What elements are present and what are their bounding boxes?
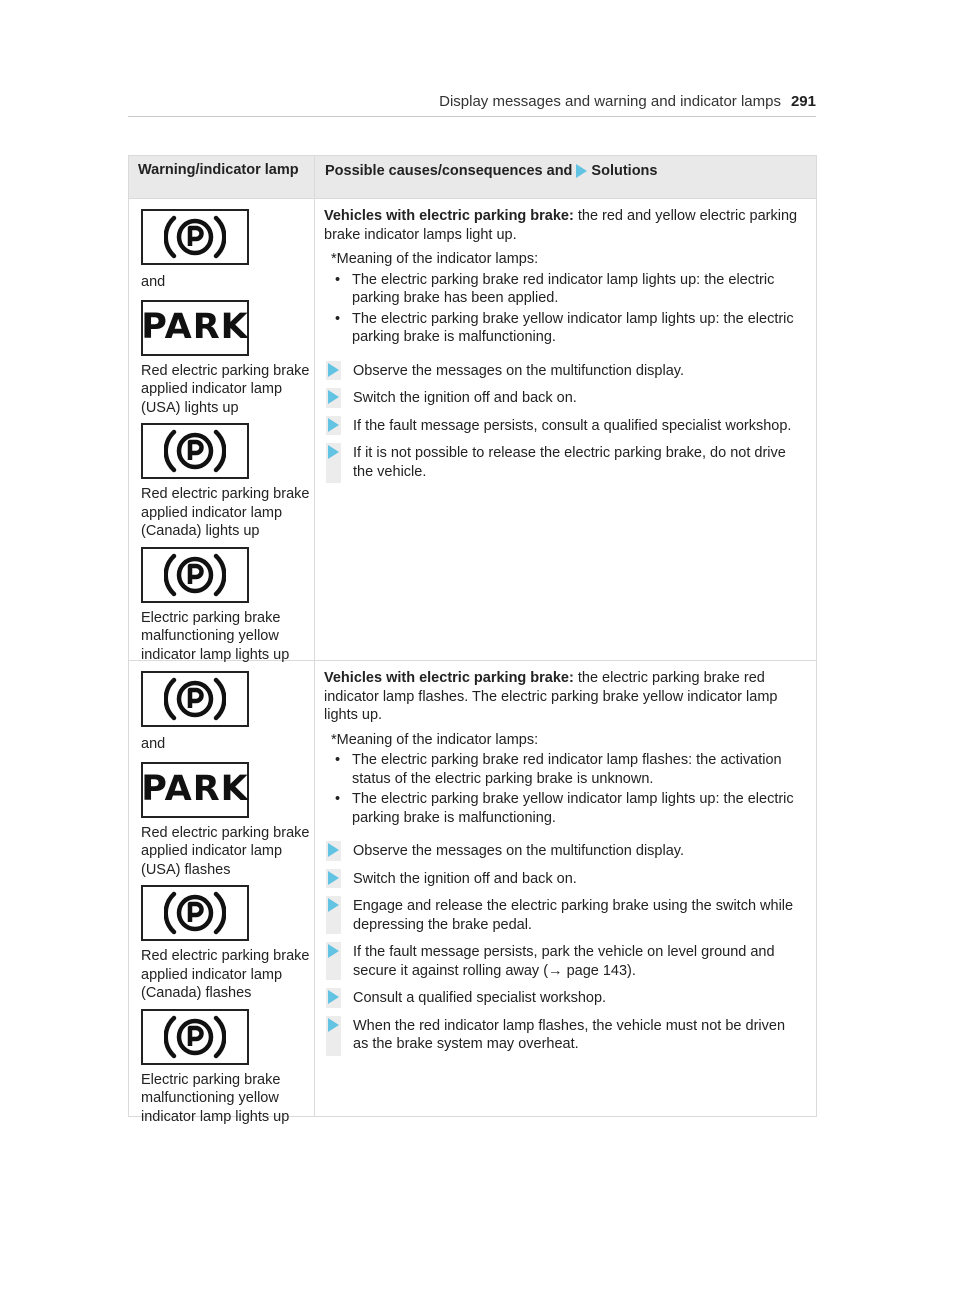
and-label: and bbox=[141, 274, 166, 290]
solution-steps bbox=[324, 841, 802, 1056]
solutions-cell bbox=[315, 661, 816, 1116]
lamp-icon-box bbox=[141, 209, 249, 265]
list-item: • The electric parking brake red indicator lamp flashes: the activation status of the electric parking brake is unknown. bbox=[352, 751, 802, 788]
solution-step: If it is not possible to release the electric parking brake, do not drive the vehicle. bbox=[324, 443, 802, 483]
parking-brake-p-icon bbox=[164, 212, 226, 262]
lead-paragraph bbox=[324, 669, 802, 725]
triangle-arrow-icon bbox=[328, 445, 339, 459]
page-number: 291 bbox=[790, 93, 816, 110]
solution-step: Observe the messages on the multifunction display. bbox=[324, 841, 802, 861]
col-header-lamp: Warning/indicator lamp bbox=[129, 156, 315, 198]
triangle-arrow-icon bbox=[328, 990, 339, 1004]
running-header bbox=[128, 93, 816, 112]
meaning-list bbox=[324, 271, 802, 347]
parking-brake-p-icon bbox=[164, 888, 226, 938]
table-header bbox=[129, 156, 816, 198]
triangle-arrow-icon bbox=[328, 843, 339, 857]
meaning-heading: *Meaning of the indicator lamps: bbox=[331, 731, 539, 748]
list-item: • The electric parking brake red indicator lamp lights up: the electric parking brake has been applied. bbox=[352, 271, 802, 308]
col-header-solutions-pre: Possible causes/consequences and bbox=[325, 163, 573, 179]
solution-steps bbox=[324, 361, 802, 484]
lead-paragraph bbox=[324, 207, 802, 244]
header-rule bbox=[128, 116, 816, 117]
parking-brake-p-icon bbox=[164, 1012, 226, 1062]
triangle-arrow-icon bbox=[328, 390, 339, 404]
park-icon: PARK bbox=[141, 307, 249, 348]
table-row bbox=[129, 660, 816, 1125]
lead-text: the electric parking brake red indicator lamp flashes. The electric parking brake yellow indicator lamp lights up. bbox=[324, 670, 778, 723]
lamp-cell bbox=[129, 661, 315, 1125]
parking-brake-p-icon bbox=[164, 674, 226, 724]
lamp-caption: Red electric parking brake applied indicator lamp (Canada) lights up bbox=[141, 486, 310, 539]
triangle-arrow-icon bbox=[328, 418, 339, 432]
col-header-solutions bbox=[315, 156, 816, 198]
lamp-icon-box bbox=[141, 885, 249, 941]
solutions-cell bbox=[315, 199, 816, 660]
meaning-heading: *Meaning of the indicator lamps: bbox=[331, 251, 539, 267]
triangle-arrow-icon bbox=[576, 164, 587, 178]
triangle-arrow-icon bbox=[328, 944, 339, 958]
lamp-caption: Red electric parking brake applied indicator lamp (USA) flashes bbox=[141, 824, 310, 878]
park-lamp-box bbox=[141, 300, 249, 356]
solution-step: Switch the ignition off and back on. bbox=[324, 869, 802, 889]
list-item: • The electric parking brake yellow indicator lamp lights up: the electric parking brake is malfunctioning. bbox=[352, 790, 802, 827]
triangle-arrow-icon bbox=[328, 871, 339, 885]
lamp-icon-box bbox=[141, 547, 249, 603]
lamp-icon-box bbox=[141, 671, 249, 727]
and-label: and bbox=[141, 736, 166, 752]
triangle-arrow-icon bbox=[328, 898, 339, 912]
meaning-list bbox=[324, 751, 802, 827]
lead-text: the red and yellow electric parking brake indicator lamps light up. bbox=[324, 208, 798, 243]
parking-brake-p-icon bbox=[164, 426, 226, 476]
park-lamp-box bbox=[141, 762, 249, 818]
solution-step: Consult a qualified specialist workshop. bbox=[324, 988, 802, 1008]
lamp-icon-box bbox=[141, 1009, 249, 1065]
solution-step: Engage and release the electric parking brake using the switch while depressing the brake pedal. bbox=[324, 896, 802, 934]
col-header-solutions-post: Solutions bbox=[591, 163, 658, 179]
table-row bbox=[129, 198, 816, 663]
solution-step: If the fault message persists, park the vehicle on level ground and secure it against rolling away (→ page 143). bbox=[324, 942, 802, 980]
lead-bold: Vehicles with electric parking brake: bbox=[324, 208, 574, 224]
lamp-icon-box bbox=[141, 423, 249, 479]
solution-step: Observe the messages on the multifunction display. bbox=[324, 361, 802, 381]
solution-step: If the fault message persists, consult a qualified specialist workshop. bbox=[324, 416, 802, 436]
solution-step: When the red indicator lamp flashes, the vehicle must not be driven as the brake system may overheat. bbox=[324, 1016, 802, 1056]
lamp-caption: Electric parking brake malfunctioning yellow indicator lamp lights up bbox=[141, 1071, 290, 1125]
parking-brake-p-icon bbox=[164, 550, 226, 600]
lamp-caption: Electric parking brake malfunctioning yellow indicator lamp lights up bbox=[141, 609, 290, 663]
indicator-table bbox=[128, 155, 817, 1125]
solution-step: Switch the ignition off and back on. bbox=[324, 388, 802, 408]
lamp-caption: Red electric parking brake applied indicator lamp (USA) lights up bbox=[141, 362, 310, 416]
park-icon: PARK bbox=[141, 769, 249, 810]
header-title: Display messages and warning and indicator lamps bbox=[439, 93, 781, 110]
lamp-cell bbox=[129, 199, 315, 663]
lead-bold: Vehicles with electric parking brake: bbox=[324, 670, 574, 686]
triangle-arrow-icon bbox=[328, 1018, 339, 1032]
list-item: • The electric parking brake yellow indicator lamp lights up: the electric parking brake is malfunctioning. bbox=[352, 310, 802, 347]
lamp-caption: Red electric parking brake applied indicator lamp (Canada) flashes bbox=[141, 948, 310, 1001]
triangle-arrow-icon bbox=[328, 363, 339, 377]
